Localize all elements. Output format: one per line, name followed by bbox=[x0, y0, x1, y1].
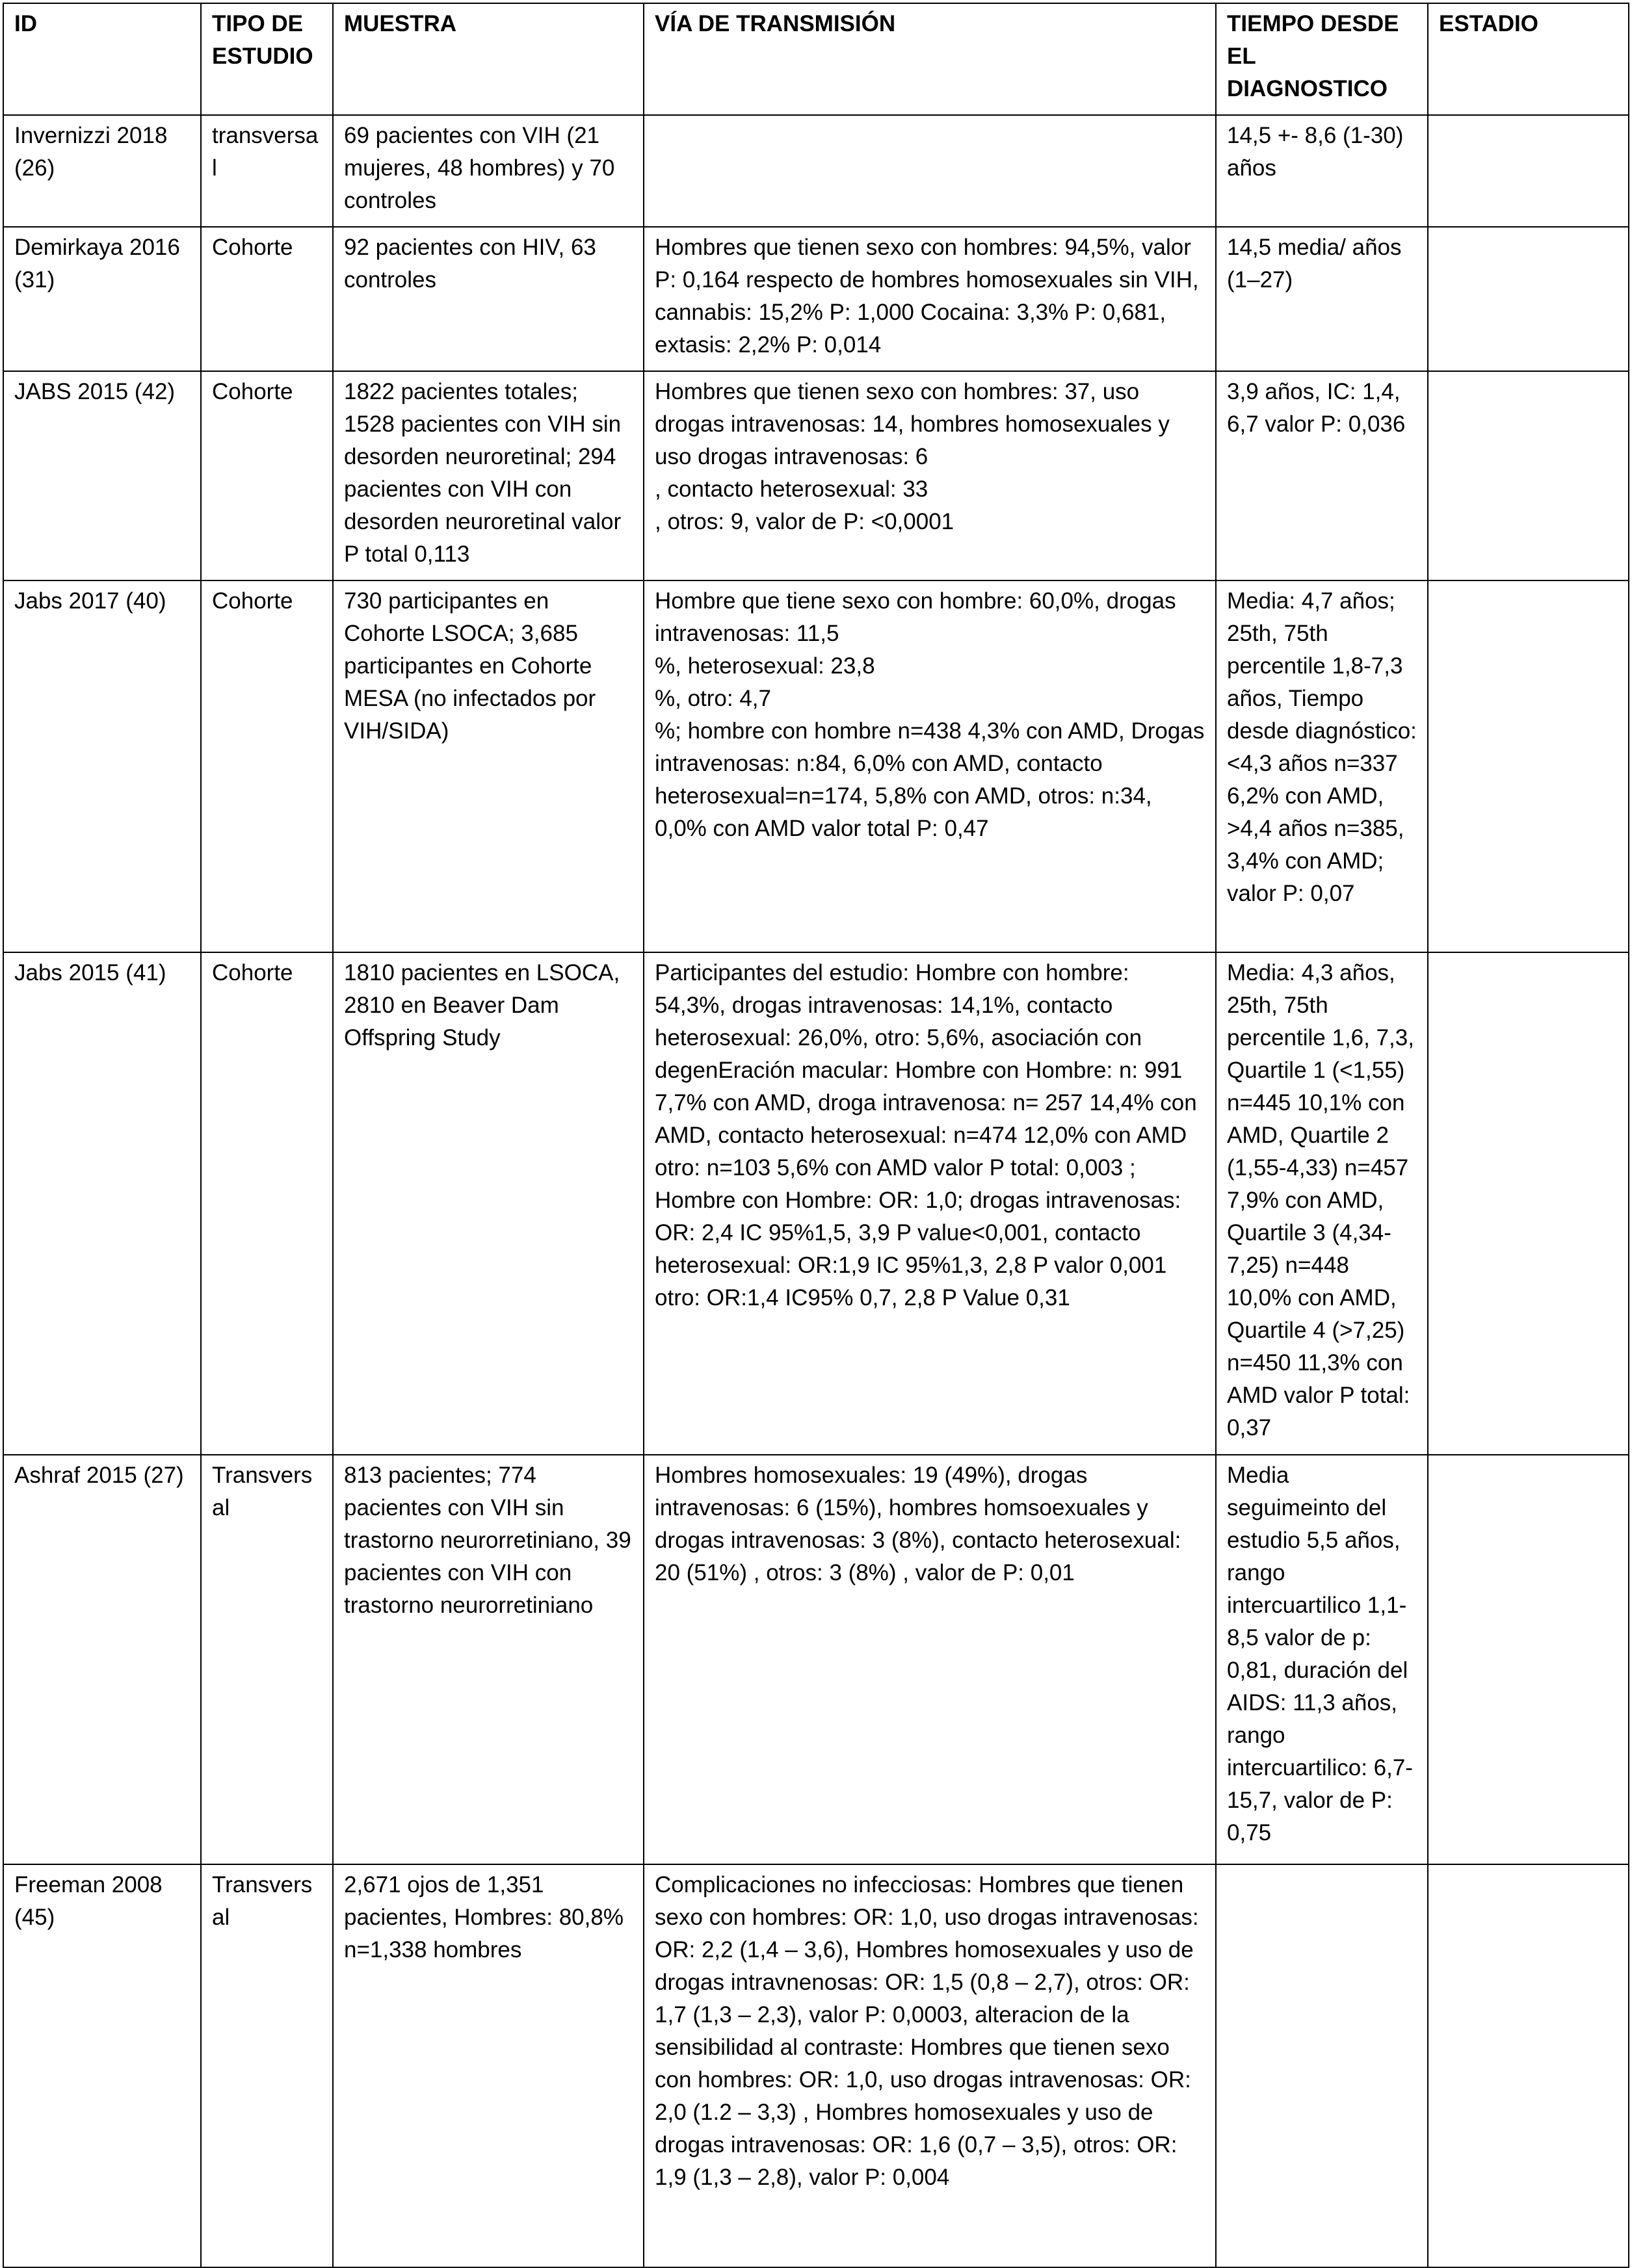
header-muestra: MUESTRA bbox=[333, 3, 644, 115]
cell-estadio bbox=[1428, 1864, 1629, 2267]
cell-muestra: 813 pacientes; 774 pacientes con VIH sin trastorno neurorretiniano, 39 pacientes con VIH con trastorno neurorretiniano bbox=[333, 1455, 644, 1864]
cell-via: Complicaciones no infecciosas: Hombres que tienen sexo con hombres: OR: 1,0, uso drogas intravenosas: OR: 2,2 (1,4 – 3,6), Hombres homosexuales y uso de drogas intravnenosas: OR: 1,5 (0,8 – 2,7), otros: OR: 1,7 (1,3 – 2,3), valor P: 0,0003, alteracion de la sensibilidad al contraste: Hombres que tienen sexo con hombres: OR: 1,0, uso drogas intravenosas: OR: 2,0 (1.2 – 3,3) , Hombres homosexuales y uso de drogas intravenosas: OR: 1,6 (0,7 – 3,5), otros: OR: 1,9 (1,3 – 2,8), valor P: 0,004 bbox=[644, 1864, 1216, 2267]
cell-muestra: 1822 pacientes totales; 1528 pacientes con VIH sin desorden neuroretinal; 294 pacientes con VIH con desorden neuroretinal valor P total 0,113 bbox=[333, 371, 644, 580]
header-tiempo-diagnostico: TIEMPO DESDE EL DIAGNOSTICO bbox=[1216, 3, 1428, 115]
cell-via bbox=[644, 115, 1216, 227]
cell-tipo: Transvers al bbox=[201, 1455, 333, 1864]
table-row bbox=[3, 952, 1629, 1455]
cell-id: Invernizzi 2018 (26) bbox=[3, 115, 201, 227]
table-row bbox=[3, 580, 1629, 952]
cell-id: Jabs 2017 (40) bbox=[3, 580, 201, 952]
cell-tipo: transversa l bbox=[201, 115, 333, 227]
cell-id: Ashraf 2015 (27) bbox=[3, 1455, 201, 1864]
cell-via: Hombres que tienen sexo con hombres: 94,5%, valor P: 0,164 respecto de hombres homosexuales sin VIH, cannabis: 15,2% P: 1,000 Cocaina: 3,3% P: 0,681, extasis: 2,2% P: 0,014 bbox=[644, 227, 1216, 371]
table-row bbox=[3, 1864, 1629, 2267]
cell-via: Participantes del estudio: Hombre con hombre: 54,3%, drogas intravenosas: 14,1%, contacto heterosexual: 26,0%, otro: 5,6%, asociación con degenEración macular: Hombre con Hombre: n: 991 7,7% con AMD, droga intravenosa: n= 257 14,4% con AMD, contacto heterosexual: n=474 12,0% con AMD otro: n=103 5,6% con AMD valor P total: 0,003 ; Hombre con Hombre: OR: 1,0; drogas intravenosas: OR: 2,4 IC 95%1,5, 3,9 P value<0,001, contacto heterosexual: OR:1,9 IC 95%1,3, 2,8 P valor 0,001 otro: OR:1,4 IC95% 0,7, 2,8 P Value 0,31 bbox=[644, 952, 1216, 1455]
cell-id: JABS 2015 (42) bbox=[3, 371, 201, 580]
cell-muestra: 69 pacientes con VIH (21 mujeres, 48 hombres) y 70 controles bbox=[333, 115, 644, 227]
cell-estadio bbox=[1428, 952, 1629, 1455]
cell-tiempo: Media: 4,3 años, 25th, 75th percentile 1,6, 7,3, Quartile 1 (<1,55) n=445 10,1% con AMD, Quartile 2 (1,55-4,33) n=457 7,9% con AMD, Quartile 3 (4,34-7,25) n=448 10,0% con AMD, Quartile 4 (>7,25) n=450 11,3% con AMD valor P total: 0,37 bbox=[1216, 952, 1428, 1455]
cell-muestra: 92 pacientes con HIV, 63 controles bbox=[333, 227, 644, 371]
cell-estadio bbox=[1428, 371, 1629, 580]
cell-tipo: Cohorte bbox=[201, 371, 333, 580]
cell-tiempo bbox=[1216, 1864, 1428, 2267]
cell-estadio bbox=[1428, 1455, 1629, 1864]
cell-tiempo: Media: 4,7 años; 25th, 75th percentile 1,8-7,3 años, Tiempo desde diagnóstico: <4,3 años n=337 6,2% con AMD, >4,4 años n=385, 3,4% con AMD; valor P: 0,07 bbox=[1216, 580, 1428, 952]
cell-tiempo: 14,5 +- 8,6 (1-30) años bbox=[1216, 115, 1428, 227]
cell-id: Demirkaya 2016 (31) bbox=[3, 227, 201, 371]
cell-estadio bbox=[1428, 580, 1629, 952]
cell-estadio bbox=[1428, 115, 1629, 227]
cell-tiempo: Media seguimeinto del estudio 5,5 años, rango intercuartilico 1,1-8,5 valor de p: 0,81, duración del AIDS: 11,3 años, rango intercuartilico: 6,7-15,7, valor de P: 0,75 bbox=[1216, 1455, 1428, 1864]
table-row bbox=[3, 227, 1629, 371]
cell-muestra: 1810 pacientes en LSOCA, 2810 en Beaver Dam Offspring Study bbox=[333, 952, 644, 1455]
cell-muestra: 2,671 ojos de 1,351 pacientes, Hombres: 80,8% n=1,338 hombres bbox=[333, 1864, 644, 2267]
header-estadio: ESTADIO bbox=[1428, 3, 1629, 115]
studies-table bbox=[3, 3, 1629, 2268]
cell-tipo: Cohorte bbox=[201, 580, 333, 952]
header-tipo-estudio: TIPO DE ESTUDIO bbox=[201, 3, 333, 115]
cell-via: Hombre que tiene sexo con hombre: 60,0%, drogas intravenosas: 11,5 %, heterosexual: 23,8 %, otro: 4,7 %; hombre con hombre n=438 4,3% con AMD, Drogas intravenosas: n:84, 6,0% con AMD, contacto heterosexual=n=174, 5,8% con AMD, otros: n:34, 0,0% con AMD valor total P: 0,47 bbox=[644, 580, 1216, 952]
cell-tipo: Transvers al bbox=[201, 1864, 333, 2267]
header-id: ID bbox=[3, 3, 201, 115]
cell-tipo: Cohorte bbox=[201, 952, 333, 1455]
header-row bbox=[3, 3, 1629, 115]
table-row bbox=[3, 371, 1629, 580]
header-via-transmision: VÍA DE TRANSMISIÓN bbox=[644, 3, 1216, 115]
table-row bbox=[3, 1455, 1629, 1864]
cell-estadio bbox=[1428, 227, 1629, 371]
cell-id: Jabs 2015 (41) bbox=[3, 952, 201, 1455]
cell-id: Freeman 2008 (45) bbox=[3, 1864, 201, 2267]
table-row bbox=[3, 115, 1629, 227]
cell-muestra: 730 participantes en Cohorte LSOCA; 3,685 participantes en Cohorte MESA (no infectados por VIH/SIDA) bbox=[333, 580, 644, 952]
cell-tipo: Cohorte bbox=[201, 227, 333, 371]
cell-via: Hombres que tienen sexo con hombres: 37, uso drogas intravenosas: 14, hombres homosexuales y uso drogas intravenosas: 6 , contacto heterosexual: 33 , otros: 9, valor de P: <0,0001 bbox=[644, 371, 1216, 580]
cell-via: Hombres homosexuales: 19 (49%), drogas intravenosas: 6 (15%), hombres homsoexuales y drogas intravenosas: 3 (8%), contacto heterosexual: 20 (51%) , otros: 3 (8%) , valor de P: 0,01 bbox=[644, 1455, 1216, 1864]
cell-tiempo: 14,5 media/ años (1–27) bbox=[1216, 227, 1428, 371]
cell-tiempo: 3,9 años, IC: 1,4, 6,7 valor P: 0,036 bbox=[1216, 371, 1428, 580]
